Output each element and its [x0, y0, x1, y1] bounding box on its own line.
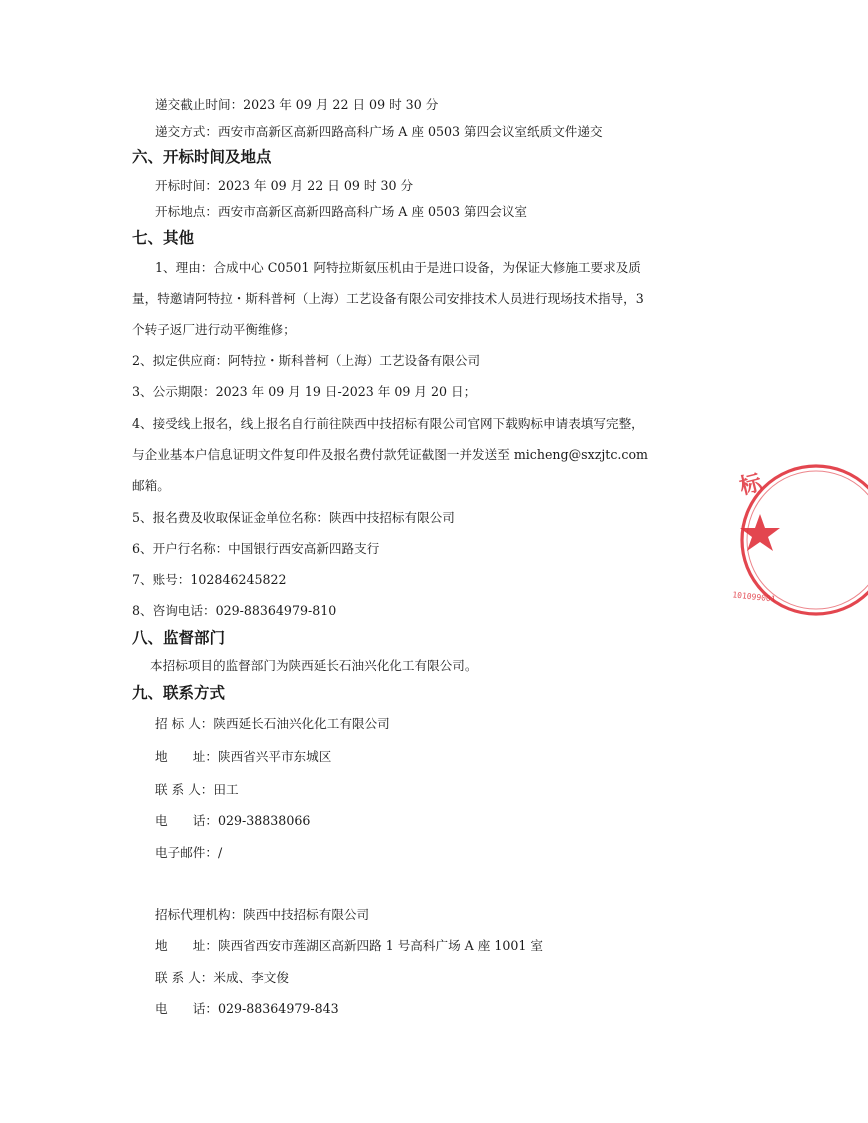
other-item-8: 8、咨询电话：029-88364979-810: [132, 603, 337, 618]
tenderer-line: 招 标 人：陕西延长石油兴化化工有限公司: [155, 716, 390, 731]
svg-text:101099001: 101099001: [731, 590, 776, 604]
opening-time: 开标时间：2023 年 09 月 22 日 09 时 30 分: [155, 178, 414, 193]
agency-line: 招标代理机构：陕西中技招标有限公司: [155, 907, 370, 922]
agency-phone-line: 电 话：029-88364979-843: [155, 1001, 339, 1016]
company-seal-stamp: [731, 462, 868, 620]
agency-address-line: 地 址：陕西省西安市莲湖区高新四路 1 号高科广场 A 座 1001 室: [155, 938, 544, 953]
other-item-4-line-2: 与企业基本户信息证明文件复印件及报名费付款凭证截图一并发送至 micheng@sxzjtc.com: [132, 447, 648, 462]
submission-method: 递交方式：西安市高新区高新四路高科广场 A 座 0503 第四会议室纸质文件递交: [155, 124, 603, 139]
other-item-1-line-1: 1、理由：合成中心 C0501 阿特拉斯氨压机由于是进口设备，为保证大修施工要求及质: [155, 260, 641, 275]
other-item-3: 3、公示期限：2023 年 09 月 19 日-2023 年 09 月 20 日；: [132, 384, 477, 399]
section-7-heading: 七、其他: [132, 229, 195, 247]
section-9-heading: 九、联系方式: [132, 684, 226, 702]
tenderer-phone-line: 电 话：029-38838066: [155, 813, 311, 828]
tenderer-contact-line: 联 系 人：田工: [155, 782, 239, 797]
other-item-1-line-2: 量，特邀请阿特拉・斯科普柯（上海）工艺设备有限公司安排技术人员进行现场技术指导，3: [132, 291, 644, 306]
other-item-4-line-3: 邮箱。: [132, 478, 170, 493]
tenderer-address-line: 地 址：陕西省兴平市东城区: [155, 749, 332, 764]
other-item-6: 6、开户行名称：中国银行西安高新四路支行: [132, 541, 380, 556]
opening-place: 开标地点：西安市高新区高新四路高科广场 A 座 0503 第四会议室: [155, 204, 528, 219]
section-8-heading: 八、监督部门: [132, 629, 226, 647]
other-item-7: 7、账号：102846245822: [132, 572, 287, 587]
other-item-4-line-1: 4、接受线上报名，线上报名自行前往陕西中技招标有限公司官网下载购标申请表填写完整，: [132, 416, 644, 431]
other-item-5: 5、报名费及收取保证金单位名称：陕西中技招标有限公司: [132, 510, 455, 525]
submission-deadline: 递交截止时间：2023 年 09 月 22 日 09 时 30 分: [155, 97, 439, 112]
section-6-heading: 六、开标时间及地点: [132, 148, 272, 166]
other-item-1-line-3: 个转子返厂进行动平衡维修；: [132, 322, 296, 337]
svg-text:标: 标: [737, 470, 765, 501]
agency-contact-line: 联 系 人：米成、李文俊: [155, 970, 289, 985]
supervision-text: 本招标项目的监督部门为陕西延长石油兴化化工有限公司。: [150, 658, 478, 673]
other-item-2: 2、拟定供应商：阿特拉・斯科普柯（上海）工艺设备有限公司: [132, 353, 481, 368]
tenderer-email-line: 电子邮件：/: [155, 845, 223, 860]
seal-star-icon: [740, 514, 780, 551]
